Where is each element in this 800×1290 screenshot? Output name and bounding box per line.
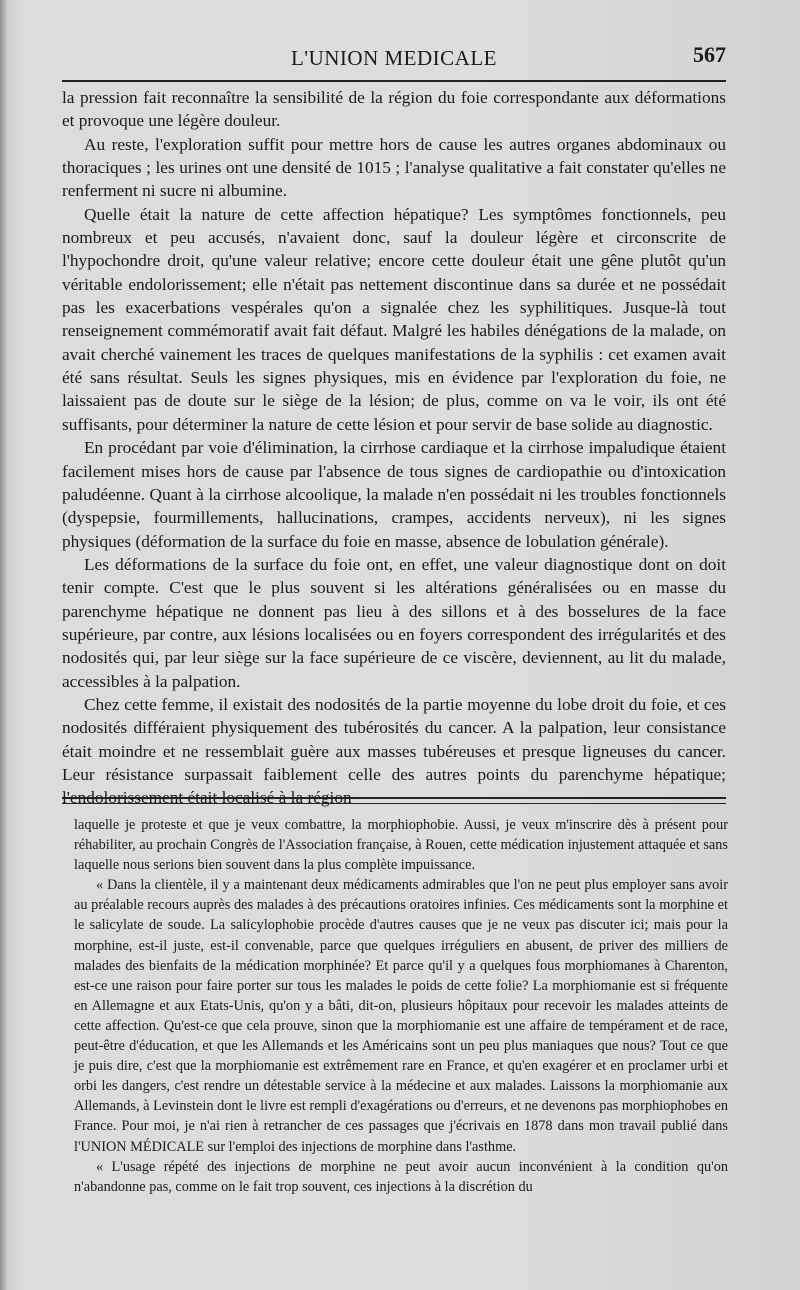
footnote-paragraph: « Dans la clientèle, il y a maintenant deux médicaments admirables que l'on ne peut plus employer sans avoir au préalable recours auprès des malades à des précautions oratoires infinies. Ces médicaments sont la morphine et le salicylate de soude. La salicylophobie procède d'autres causes que je ne veux pas discuter ici; mais pour la morphine, est-il juste, est-il convenable, parce que quelques irréguliers en abusent, de priver des milliers de malades des bienfaits de la médication morphinée? Et parce qu'il y a quelques fous morphiomanes à Charenton, est-ce une raison pour faire porter sur tous les malades le poids de cette folie? La morphiomanie est si fréquente en Allemagne et aux Etats-Unis, qu'on y a bâti, dit-on, plusieurs hôpitaux pour recevoir les malades atteints de cette affection. Qu'est-ce que cela prouve, sinon que la morphiomanie est une affaire de tempérament et de race, peut-être d'éducation, et que les Allemands et les Américains sont un peu plus maniaques que nous? Tout ce que je puis dire, c'est que la morphiomanie est extrêmement rare en France, et qu'en exagérer et en proclamer urbi et orbi les dangers, c'est rendre un détestable service à la médecine et aux malades. Laissons la morphiomanie aux Allemands, à Levinstein dont le livre est rempli d'exagérations ou d'erreurs, et ne devenons pas morphiophobes en France. Pour moi, je n'ai rien à retrancher de ces passages que j'écrivais en 1878 dans mon travail publié dans l'UNION MÉDICALE sur l'emploi des injections de morphine dans l'asthme. — [74, 877, 728, 1155]
main-paragraph: En procédant par voie d'élimination, la cirrhose cardiaque et la cirrhose impaludique étaient facilement mises hors de cause par l'absence de tous signes de cardiopathie ou d'intoxication paludéenne. Quant à la cirrhose alcoolique, la malade n'en possédait ni les troubles fonctionnels (dyspepsie, fourmillements, hallucinations, crampes, accidents nerveux), ni les signes physiques (déformation de la surface du foie en masse, absence de lobulation générale). — [62, 438, 726, 551]
page-header — [62, 42, 726, 76]
main-paragraph: Les déformations de la surface du foie ont, en effet, une valeur diagnostique dont on doit tenir compte. C'est que le plus souvent si les altérations généralisées ou en masse du parenchyme hépatique ne donnent pas lieu à des sillons et à des bosselures de la face supérieure, par contre, aux lésions localisées ou en foyers correspondent des irrégularités et des nodosités qui, par leur siège sur la face supérieure de ce viscère, deviennent, au lit du malade, accessibles à la palpation. — [62, 554, 726, 691]
footnote-paragraph: « L'usage répété des injections de morphine ne peut avoir aucun inconvénient à la condition qu'on n'abandonne pas, comme on le fait trop souvent, ces injections à la discrétion du — [74, 1158, 728, 1195]
footnote-text — [74, 815, 728, 1197]
main-paragraph: Quelle était la nature de cette affection hépatique? Les symptômes fonctionnels, peu nombreux et peu accusés, n'avaient donc, sauf la douleur légère et circonscrite de l'hypochondre droit, qu'une valeur relative; encore cette douleur était une gêne plutôt qu'un véritable endolorissement; elle n'était pas nettement discontinue dans sa durée et ne possédait pas les exacerbations vespérales qu'on a signalée chez les syphilitiques. Jusque-là tout renseignement commémoratif avait fait défaut. Malgré les habiles dénégations de la malade, on avait cherché vainement les traces de quelques manifestations de la syphilis : cet examen avait été sans résultat. Seuls les signes physiques, mis en évidence par l'exploration du foie, ne laissaient pas de doute sur le siège de la lésion; de plus, comme on va le voir, ils ont été suffisants, pour déterminer la nature de cette lésion et pour servir de base solide au diagnostic. — [62, 204, 726, 434]
main-paragraph: Au reste, l'exploration suffit pour mettre hors de cause les autres organes abdominaux ou thoraciques ; les urines ont une densité de 1015 ; l'analyse qualitative a fait constater qu'elles ne renferment ni sucre ni albumine. — [62, 134, 726, 201]
header-rule — [62, 80, 726, 82]
main-text — [62, 86, 726, 810]
main-paragraph: la pression fait reconnaître la sensibilité de la région du foie correspondante aux déformations et provoque une légère douleur. — [62, 88, 726, 131]
page-binding-edge — [0, 0, 8, 1290]
footnote-separator — [62, 797, 726, 804]
footnote-paragraph: laquelle je proteste et que je veux combattre, la morphiophobie. Aussi, je veux m'inscrire dès à présent pour réhabiliter, au prochain Congrès de l'Association française, à Rouen, cette médication injustement attaquée et sans laquelle nous serions bien souvent dans la plus complète impuissance. — [74, 817, 728, 874]
page-number: 567 — [693, 42, 726, 67]
main-paragraph: Chez cette femme, il existait des nodosités de la partie moyenne du lobe droit du foie, et ces nodosités différaient physiquement des tubérosités du cancer. A la palpation, leur consistance était moindre et ne ressemblait guère aux masses tubéreuses et presque ligneuses du cancer. Leur résistance surpassait faiblement celle des autres points du parenchyme hépatique; l'endolorissement était localisé à la région — [62, 694, 726, 808]
running-title: L'UNION MEDICALE — [290, 46, 497, 70]
